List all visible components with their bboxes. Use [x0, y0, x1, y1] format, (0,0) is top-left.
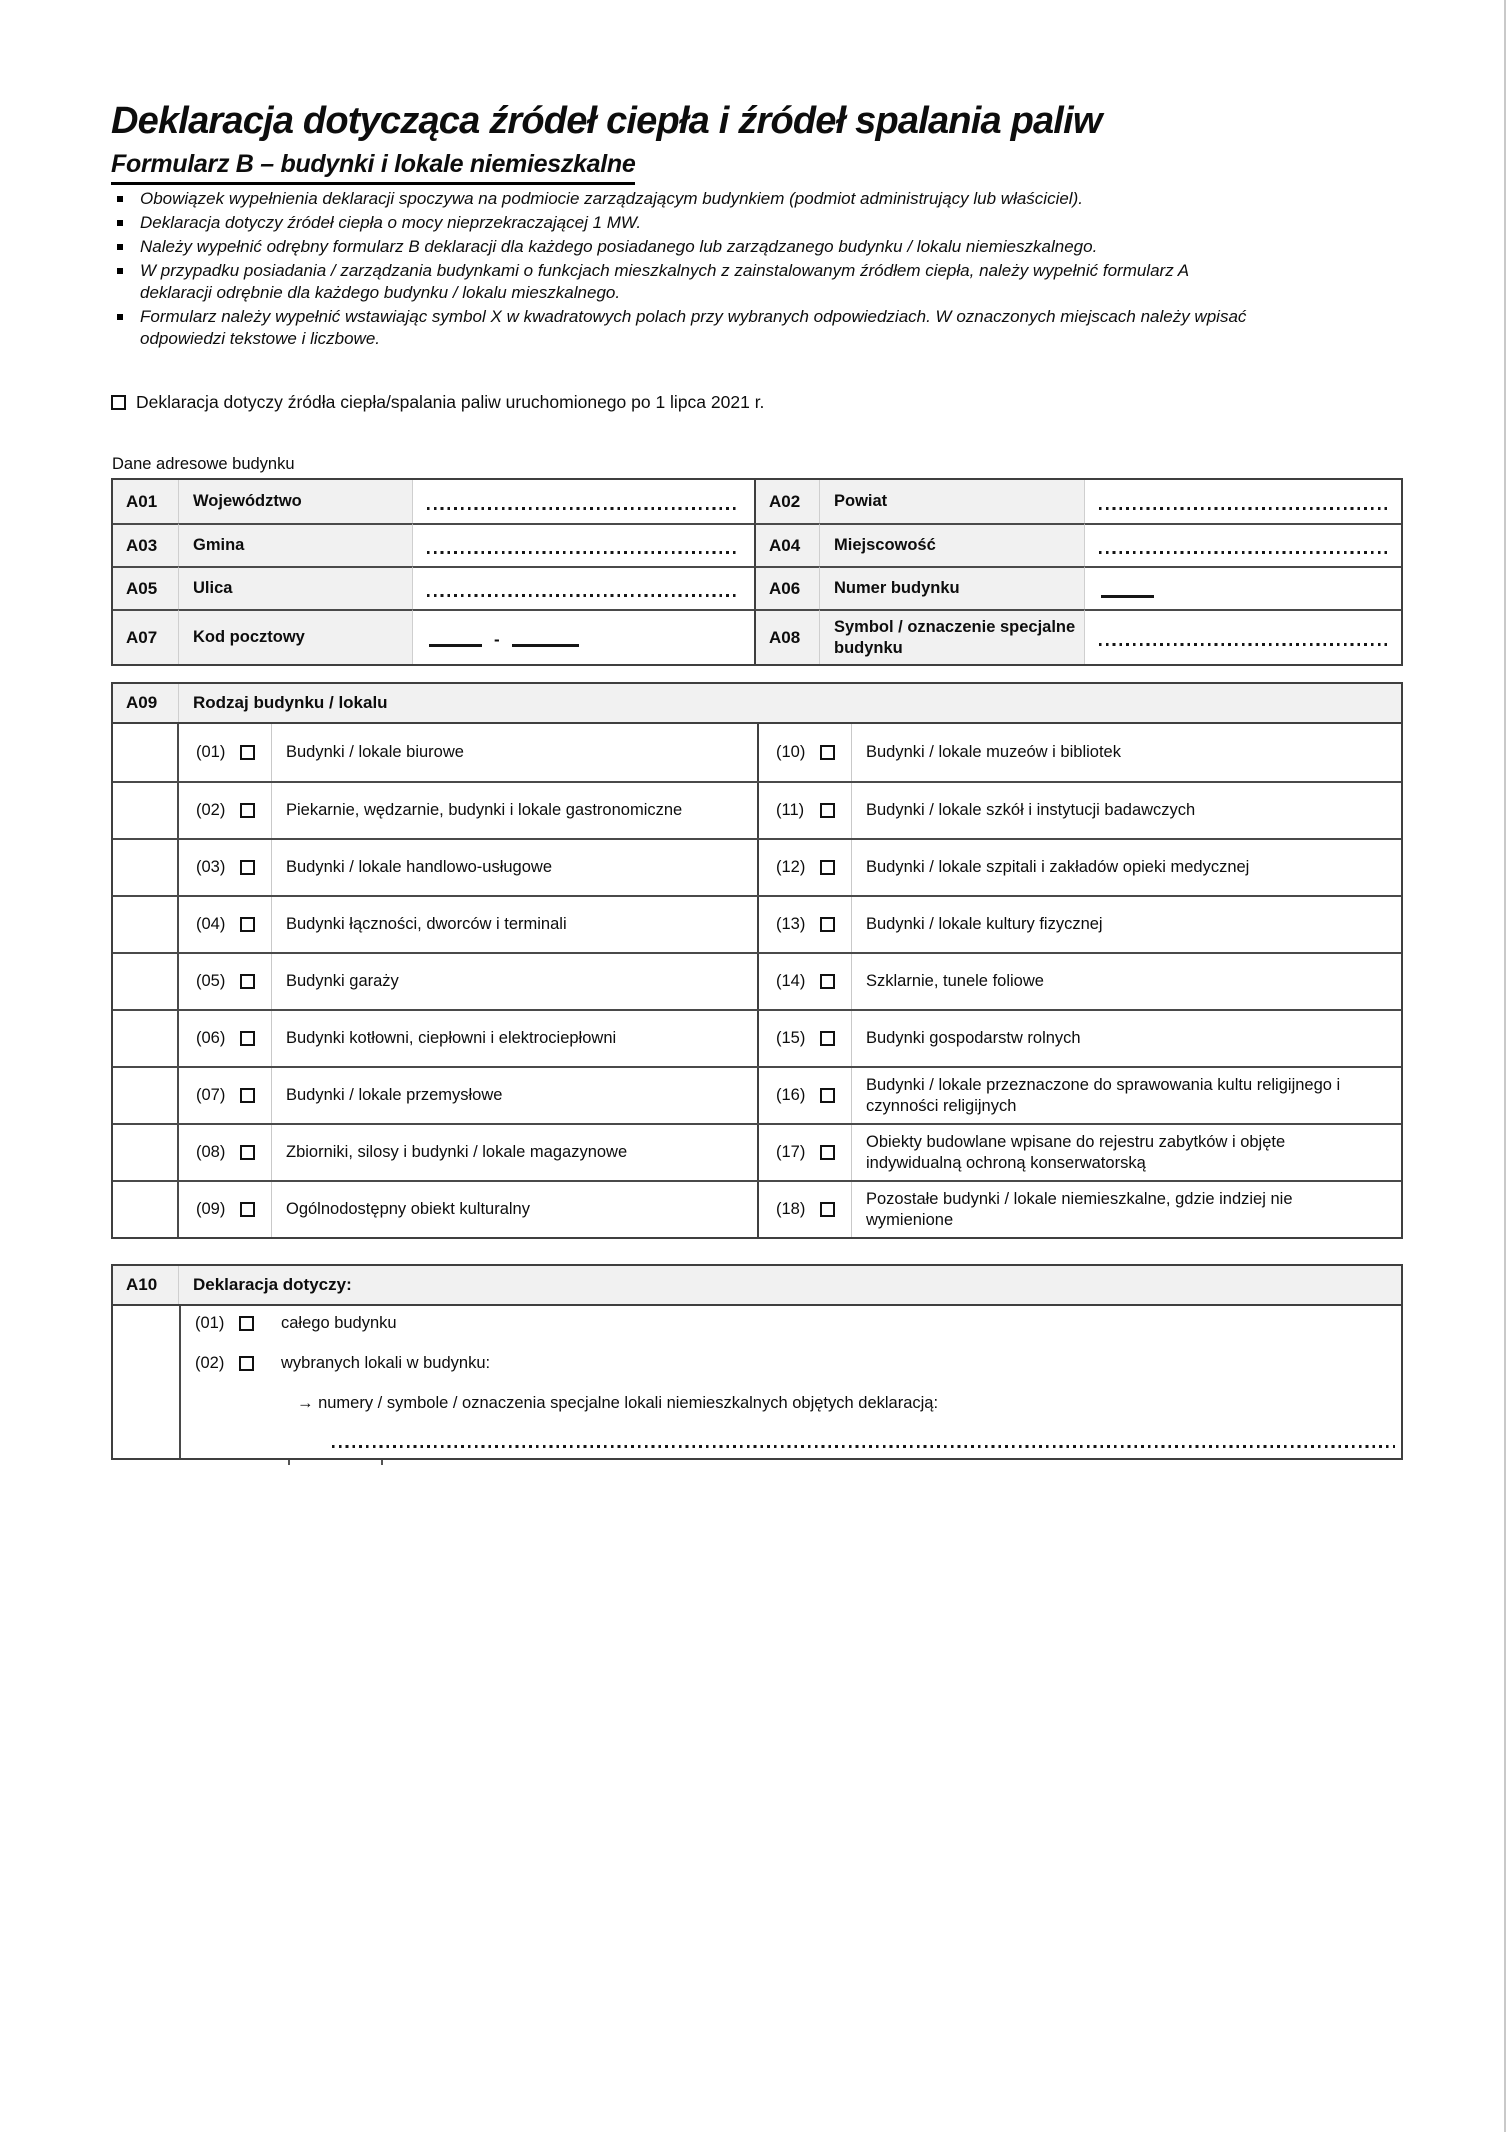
checkbox-a09-16[interactable] [820, 1088, 835, 1103]
field-a05-code: A05 [113, 566, 179, 609]
field-a07-value[interactable] [413, 609, 754, 664]
building-type-section [111, 682, 1403, 1239]
checkbox-a09-14[interactable] [820, 974, 835, 989]
checkbox-a09-03[interactable] [240, 860, 255, 875]
option-number: (02) [195, 1354, 225, 1372]
field-a01-code: A01 [113, 480, 179, 523]
field-a03-label: Gmina [179, 523, 413, 566]
checkbox-a09-11[interactable] [820, 803, 835, 818]
option-label: Budynki garaży [286, 972, 399, 991]
instruction-bullet: Deklaracja dotyczy źródeł ciepła o mocy nieprzekraczającej 1 MW. [111, 212, 1261, 234]
option-number: (10) [776, 743, 806, 761]
checkbox-a09-18[interactable] [820, 1202, 835, 1217]
field-a03-code: A03 [113, 523, 179, 566]
field-a08-code: A08 [754, 609, 820, 664]
option-number: (18) [776, 1200, 806, 1218]
a09-row [113, 781, 1401, 838]
a09-spacer-cell [113, 783, 179, 838]
declaration-scope-section [111, 1264, 1403, 1460]
field-a01-label: Województwo [179, 480, 413, 523]
dotted-fill-line [427, 594, 740, 597]
dotted-fill-line [1099, 643, 1387, 646]
option-label: Pozostałe budynki / lokale niemieszkalne, gdzie indziej nie wymienione [866, 1189, 1293, 1229]
option-label: Budynki gospodarstw rolnych [866, 1029, 1081, 1048]
a10-fill-line[interactable] [332, 1445, 1395, 1448]
field-a01-value[interactable] [413, 480, 754, 523]
next-table-stub [381, 1460, 383, 1465]
blank-fill-line [1101, 595, 1154, 598]
field-a04-code: A04 [754, 523, 820, 566]
startup-declaration-row [111, 392, 764, 413]
field-a07-label: Kod pocztowy [179, 609, 413, 664]
a10-option-selected-premises [113, 1354, 490, 1373]
option-label: Zbiorniki, silosy i budynki / lokale magazynowe [286, 1143, 628, 1162]
a10-header [113, 1266, 1401, 1306]
option-number: (16) [776, 1086, 806, 1104]
field-a04-label: Miejscowość [820, 523, 1085, 566]
startup-label: Deklaracja dotyczy źródła ciepła/spalania paliw uruchomionego po 1 lipca 2021 r. [136, 392, 765, 412]
field-a06-label: Numer budynku [820, 566, 1085, 609]
a10-code: A10 [113, 1266, 179, 1304]
checkbox-a09-17[interactable] [820, 1145, 835, 1160]
a09-spacer-cell [113, 1011, 179, 1066]
option-number: (03) [196, 858, 226, 876]
checkbox-a09-10[interactable] [820, 745, 835, 760]
option-label: całego budynku [281, 1314, 397, 1332]
a09-row [113, 724, 1401, 781]
option-label: Budynki / lokale kultury fizycznej [866, 915, 1103, 934]
checkbox-a10-02[interactable] [239, 1356, 254, 1371]
a09-row [113, 1066, 1401, 1123]
option-label: wybranych lokali w budynku: [281, 1354, 491, 1372]
option-number: (05) [196, 972, 226, 990]
checkbox-a09-02[interactable] [240, 803, 255, 818]
a09-spacer-cell [113, 897, 179, 952]
option-number: (12) [776, 858, 806, 876]
field-a02-label: Powiat [820, 480, 1085, 523]
instruction-bullet: W przypadku posiadania / zarządzania budynkami o funkcjach mieszkalnych z zainstalowanym źródłem ciepła, należy wypełnić formularz A deklaracji odrębnie dla każdego budynku / lokalu mieszkalnego. [111, 260, 1261, 304]
option-number: (07) [196, 1086, 226, 1104]
checkbox-a09-09[interactable] [240, 1202, 255, 1217]
checkbox-a09-15[interactable] [820, 1031, 835, 1046]
option-label: Piekarnie, wędzarnie, budynki i lokale gastronomiczne [286, 801, 683, 820]
option-number: (15) [776, 1029, 806, 1047]
address-section-label: Dane adresowe budynku [112, 455, 295, 473]
page-subtitle: Formularz B – budynki i lokale niemieszkalne [111, 150, 635, 185]
dotted-fill-line [1099, 507, 1387, 510]
a09-spacer-cell [113, 724, 179, 781]
option-number: (04) [196, 915, 226, 933]
a09-row [113, 1009, 1401, 1066]
field-a08-label: Symbol / oznaczenie specjalne budynku [820, 609, 1085, 664]
a09-spacer-cell [113, 1068, 179, 1123]
option-label: Szklarnie, tunele foliowe [866, 972, 1044, 991]
checkbox-a09-08[interactable] [240, 1145, 255, 1160]
next-table-stub [288, 1460, 290, 1465]
option-number: (11) [776, 801, 805, 819]
option-number: (01) [196, 743, 226, 761]
field-a02-code: A02 [754, 480, 820, 523]
option-label: Budynki / lokale handlowo-usługowe [286, 858, 552, 877]
a10-title: Deklaracja dotyczy: [193, 1275, 352, 1294]
checkbox-a09-05[interactable] [240, 974, 255, 989]
field-a06-value[interactable] [1085, 566, 1401, 609]
a09-spacer-cell [113, 1125, 179, 1180]
option-label: Budynki / lokale przeznaczone do sprawowania kultu religijnego i czynności religijnych [866, 1075, 1341, 1115]
option-label: Budynki / lokale biurowe [286, 743, 464, 762]
option-number: (17) [776, 1143, 806, 1161]
a09-code: A09 [113, 684, 179, 722]
checkbox-a09-13[interactable] [820, 917, 835, 932]
a09-spacer-cell [113, 840, 179, 895]
instruction-bullet: Obowiązek wypełnienia deklaracji spoczywa na podmiocie zarządzającym budynkiem (podmiot administrujący lub właściciel). [111, 188, 1261, 210]
a09-row [113, 838, 1401, 895]
checkbox-a09-12[interactable] [820, 860, 835, 875]
a09-row [113, 952, 1401, 1009]
a09-row [113, 895, 1401, 952]
option-label: Budynki łączności, dworców i terminali [286, 915, 567, 934]
field-a04-value[interactable] [1085, 523, 1401, 566]
checkbox-a09-01[interactable] [240, 745, 255, 760]
option-number: (14) [776, 972, 806, 990]
field-a02-value[interactable] [1085, 480, 1401, 523]
option-number: (06) [196, 1029, 226, 1047]
option-label: Budynki / lokale szkół i instytucji badawczych [866, 801, 1196, 820]
page-title: Deklaracja dotycząca źródeł ciepła i źródeł spalania paliw [111, 100, 1102, 142]
option-label: Obiekty budowlane wpisane do rejestru zabytków i objęte indywidualną ochroną konserwatorską [866, 1132, 1286, 1172]
option-label: Budynki / lokale szpitali i zakładów opieki medycznej [866, 858, 1250, 877]
a09-row [113, 1123, 1401, 1180]
field-a06-code: A06 [754, 566, 820, 609]
a09-spacer-cell [113, 954, 179, 1009]
startup-checkbox[interactable] [111, 395, 126, 410]
blank-fill-line [512, 644, 579, 647]
instruction-bullet: Formularz należy wypełnić wstawiając symbol X w kwadratowych polach przy wybranych odpowiedziach. W oznaczonych miejscach należy wpisać odpowiedzi tekstowe i liczbowe. [111, 306, 1261, 350]
checkbox-a09-04[interactable] [240, 917, 255, 932]
field-a05-label: Ulica [179, 566, 413, 609]
option-number: (08) [196, 1143, 226, 1161]
option-label: Budynki kotłowni, ciepłowni i elektrociepłowni [286, 1029, 617, 1048]
a10-option-whole-building [113, 1314, 397, 1333]
postal-code-separator: - [494, 629, 500, 649]
checkbox-a10-01[interactable] [239, 1316, 254, 1331]
a09-title: Rodzaj budynku / lokalu [193, 693, 388, 712]
option-number: (02) [196, 801, 226, 819]
address-table [111, 478, 1403, 666]
option-label: Budynki / lokale muzeów i bibliotek [866, 743, 1121, 762]
option-number: (13) [776, 915, 806, 933]
blank-fill-line [429, 644, 482, 647]
dotted-fill-line [427, 551, 740, 554]
checkbox-a09-06[interactable] [240, 1031, 255, 1046]
option-label: Ogólnodostępny obiekt kulturalny [286, 1200, 530, 1219]
a09-row [113, 1180, 1401, 1237]
field-a05-value[interactable] [413, 566, 754, 609]
instructions-list [111, 188, 1261, 352]
instruction-bullet: Należy wypełnić odrębny formularz B deklaracji dla każdego posiadanego lub zarządzanego budynku / lokalu niemieszkalnego. [111, 236, 1261, 258]
a10-arrow-note: → numery / symbole / oznaczenia specjalne lokali niemieszkalnych objętych deklaracją: [297, 1394, 939, 1412]
field-a07-code: A07 [113, 609, 179, 664]
dotted-fill-line [1099, 551, 1387, 554]
page-edge-line [1504, 0, 1506, 2132]
field-a08-value[interactable] [1085, 609, 1401, 664]
option-number: (09) [196, 1200, 226, 1218]
a09-spacer-cell [113, 1182, 179, 1237]
checkbox-a09-07[interactable] [240, 1088, 255, 1103]
option-label: Budynki / lokale przemysłowe [286, 1086, 503, 1105]
dotted-fill-line [427, 507, 740, 510]
option-number: (01) [195, 1314, 225, 1332]
field-a03-value[interactable] [413, 523, 754, 566]
a09-header [113, 684, 1401, 724]
